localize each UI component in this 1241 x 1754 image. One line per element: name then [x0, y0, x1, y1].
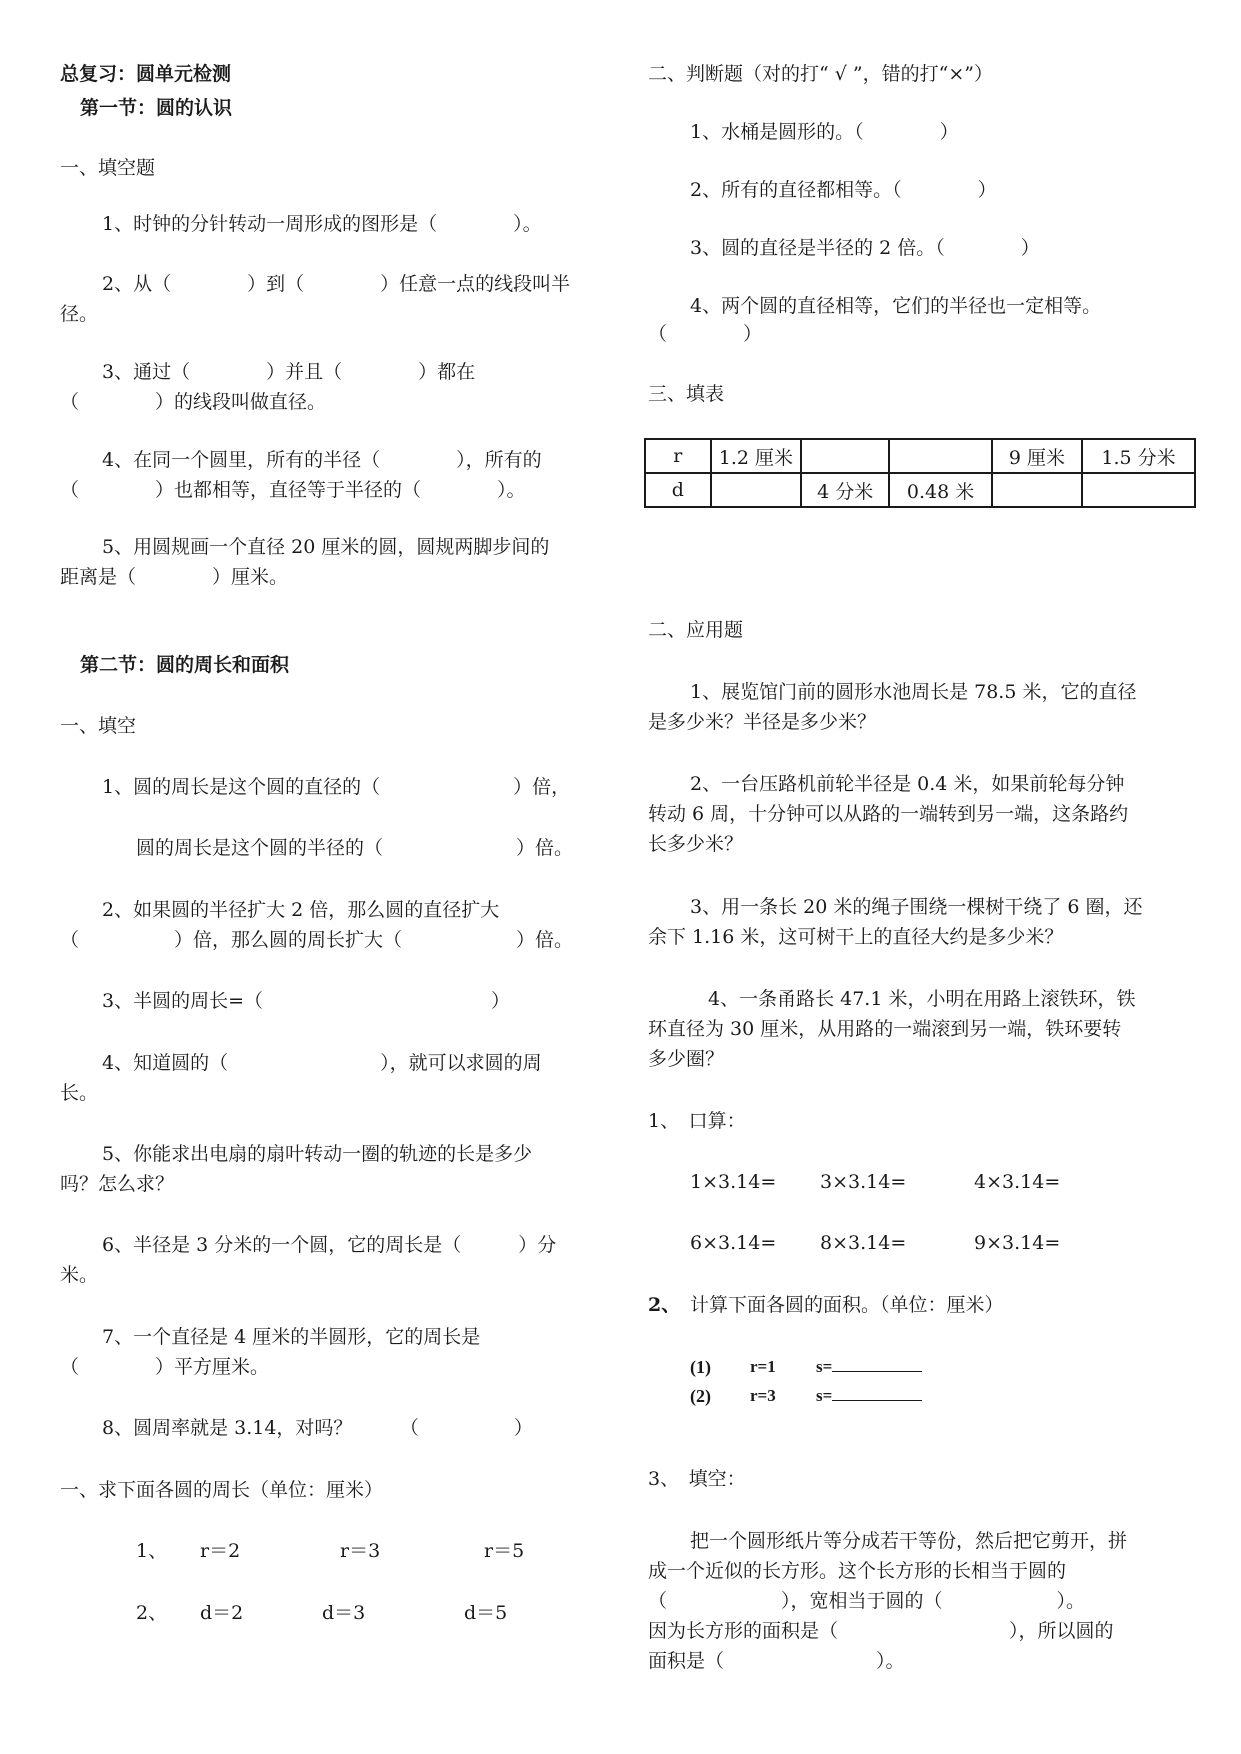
page-title: 总复习：圆单元检测 — [60, 63, 232, 85]
area-item-1-answer — [816, 1351, 922, 1383]
judge-4-line-2: （ ） — [648, 323, 763, 345]
application-2-line-1: 2、一台压路机前轮半径是 0.4 米，如果前轮每分钟 — [690, 773, 1125, 795]
perimeter-q6-line-2: 米。 — [60, 1264, 99, 1286]
perimeter-radius-1: r＝2 — [200, 1540, 241, 1562]
perimeter-diameter-index: 2、 — [136, 1602, 168, 1624]
perimeter-q2-line-2: （ ）倍，那么圆的周长扩大（ ）倍。 — [60, 929, 574, 951]
table-cell: 4 分米 — [801, 473, 889, 507]
area-heading: 计算下面各圆的面积。（单位：厘米） — [690, 1294, 1004, 1316]
application-4-line-1: 4、一条甬路长 47.1 米，小明在用路上滚铁环，铁 — [708, 988, 1136, 1010]
perimeter-q2-line-1: 2、如果圆的半径扩大 2 倍，那么圆的直径扩大 — [102, 899, 500, 921]
application-1-line-2: 是多少米？半径是多少米？ — [648, 711, 877, 733]
section-2-title: 第二节：圆的周长和面积 — [80, 654, 290, 676]
perimeter-q5-line-2: 吗？怎么求？ — [60, 1173, 175, 1195]
area-item-1-radius: r=1 — [750, 1357, 776, 1376]
application-3-line-1: 3、用一条长 20 米的绳子围绕一棵树干绕了 6 圈，还 — [690, 896, 1143, 918]
question-2-line-1: 2、从（ ）到（ ）任意一点的线段叫半 — [102, 273, 571, 295]
judge-2: 2、所有的直径都相等。（ ） — [690, 179, 997, 201]
perimeter-q7-line-2: （ ）平方厘米。 — [60, 1356, 270, 1378]
area-item-1-label: s= — [816, 1357, 833, 1376]
perimeter-q1-line-2: 圆的周长是这个圆的半径的（ ）倍。 — [136, 837, 574, 859]
perimeter-diameter-2: d＝3 — [322, 1602, 366, 1624]
question-3-line-1: 3、通过（ ）并且（ ）都在 — [102, 361, 476, 383]
fill-3-heading: 3、 填空： — [648, 1468, 746, 1490]
perimeter-diameter-1: d＝2 — [200, 1602, 244, 1624]
perimeter-q6-line-1: 6、半径是 3 分米的一个圆，它的周长是（ ）分 — [102, 1234, 557, 1256]
perimeter-q4-line-2: 长。 — [60, 1082, 99, 1104]
fill-table — [644, 438, 1196, 508]
fill-3-line-3: （ ），宽相当于圆的（ ）。 — [648, 1590, 1086, 1612]
oral-item: 8×3.14= — [820, 1232, 907, 1254]
area-item-2-answer — [816, 1380, 922, 1412]
perimeter-radius-2: r＝3 — [340, 1540, 381, 1562]
oral-item: 9×3.14= — [974, 1232, 1061, 1254]
area-item-2-radius: r=3 — [750, 1386, 776, 1405]
table-cell: r — [645, 439, 711, 473]
fill-3-line-1: 把一个圆形纸片等分成若干等份，然后把它剪开，拼 — [690, 1530, 1128, 1552]
table-cell: 1.5 分米 — [1082, 439, 1195, 473]
question-5-line-1: 5、用圆规画一个直径 20 厘米的圆，圆规两脚步间的 — [102, 536, 550, 558]
fill-3-line-2: 成一个近似的长方形。这个长方形的长相当于圆的 — [648, 1560, 1067, 1582]
application-heading: 二、应用题 — [648, 619, 744, 641]
table-cell — [801, 439, 889, 473]
table-row-radius — [645, 439, 1195, 473]
application-3-line-2: 余下 1.16 米，这可树干上的直径大约是多少米？ — [648, 926, 1064, 948]
table-cell: 9 厘米 — [992, 439, 1082, 473]
oral-item: 4×3.14= — [974, 1171, 1061, 1193]
fill-heading-2: 一、填空 — [60, 715, 137, 737]
area-number: 2、 — [648, 1294, 681, 1316]
question-2-line-2: 径。 — [60, 303, 99, 325]
fill-blank-heading: 一、填空题 — [60, 157, 156, 179]
perimeter-q3: 3、半圆的周长=（ ） — [102, 990, 511, 1012]
table-cell: d — [645, 473, 711, 507]
perimeter-radius-index: 1、 — [136, 1540, 168, 1562]
oral-item: 3×3.14= — [820, 1171, 907, 1193]
perimeter-q8: 8、圆周率就是 3.14，对吗？ （ ） — [102, 1417, 533, 1439]
perimeter-q7-line-1: 7、一个直径是 4 厘米的半圆形，它的周长是 — [102, 1326, 481, 1348]
area-item-2-index: (2) — [690, 1386, 711, 1406]
area-item-1-index: (1) — [690, 1357, 711, 1377]
answer-blank — [832, 1382, 922, 1401]
question-5-line-2: 距离是（ ）厘米。 — [60, 566, 289, 588]
judge-3: 3、圆的直径是半径的 2 倍。（ ） — [690, 237, 1040, 259]
judge-4-line-1: 4、两个圆的直径相等，它们的半径也一定相等。 — [690, 295, 1102, 317]
perimeter-radius-3: r＝5 — [484, 1540, 525, 1562]
fill-3-line-5: 面积是（ ）。 — [648, 1650, 905, 1672]
application-4-line-3: 多少圈？ — [648, 1048, 725, 1070]
table-row-diameter — [645, 473, 1195, 507]
table-cell: 1.2 厘米 — [711, 439, 802, 473]
question-1: 1、时钟的分针转动一周形成的图形是（ ）。 — [102, 213, 542, 235]
judge-1: 1、水桶是圆形的。（ ） — [690, 121, 959, 143]
table-cell — [992, 473, 1082, 507]
oral-heading: 1、 口算： — [648, 1110, 746, 1132]
perimeter-q1-line-1: 1、圆的周长是这个圆的直径的（ ）倍， — [102, 776, 571, 798]
application-2-line-2: 转动 6 周，十分钟可以从路的一端转到另一端，这条路约 — [648, 803, 1129, 825]
answer-blank — [832, 1353, 922, 1372]
table-cell: 0.48 米 — [889, 473, 992, 507]
perimeter-exercise-heading: 一、求下面各圆的周长（单位：厘米） — [60, 1479, 384, 1501]
judge-heading: 二、判断题（对的打“ √ ”，错的打“×”） — [648, 63, 993, 85]
table-cell — [889, 439, 992, 473]
area-item-2-label: s= — [816, 1386, 833, 1405]
oral-item: 1×3.14= — [690, 1171, 777, 1193]
table-heading: 三、填表 — [648, 383, 725, 405]
question-3-line-2: （ ）的线段叫做直径。 — [60, 391, 327, 413]
application-1-line-1: 1、展览馆门前的圆形水池周长是 78.5 米，它的直径 — [690, 681, 1137, 703]
perimeter-q4-line-1: 4、知道圆的（ ），就可以求圆的周 — [102, 1052, 542, 1074]
fill-3-line-4: 因为长方形的面积是（ ），所以圆的 — [648, 1620, 1114, 1642]
perimeter-q5-line-1: 5、你能求出电扇的扇叶转动一圈的轨迹的长是多少 — [102, 1143, 533, 1165]
perimeter-diameter-3: d＝5 — [464, 1602, 508, 1624]
table-cell — [711, 473, 802, 507]
oral-item: 6×3.14= — [690, 1232, 777, 1254]
question-4-line-1: 4、在同一个圆里，所有的半径（ ），所有的 — [102, 449, 542, 471]
application-4-line-2: 环直径为 30 厘米，从用路的一端滚到另一端，铁环要转 — [648, 1018, 1122, 1040]
section-1-title: 第一节：圆的认识 — [80, 97, 233, 119]
table-cell — [1082, 473, 1195, 507]
application-2-line-3: 长多少米？ — [648, 833, 744, 855]
question-4-line-2: （ ）也都相等，直径等于半径的（ ）。 — [60, 479, 526, 501]
